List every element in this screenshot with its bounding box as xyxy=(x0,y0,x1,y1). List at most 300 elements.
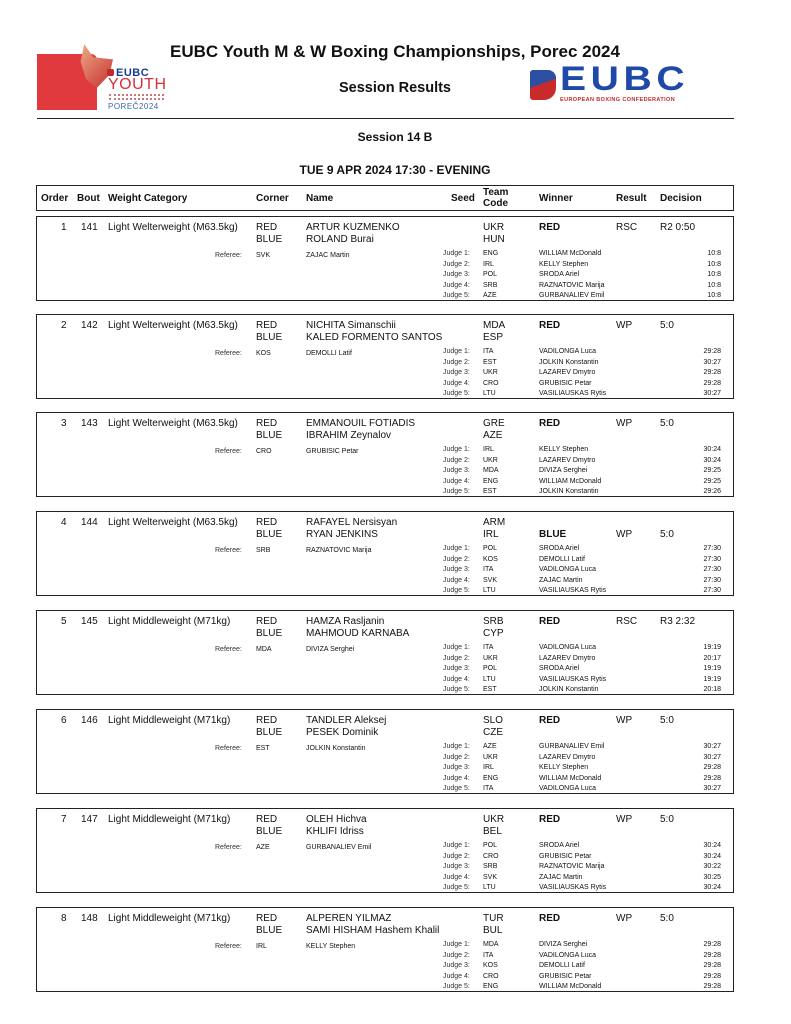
judge-row xyxy=(37,952,733,962)
judge-label: Judge 1: xyxy=(443,644,470,651)
judge-row xyxy=(37,488,733,498)
referee-name: KELLY Stephen xyxy=(306,943,356,950)
judge-row xyxy=(37,785,733,795)
judge-row xyxy=(37,743,733,753)
judge-country: LTU xyxy=(483,587,496,594)
judge-label: Judge 2: xyxy=(443,260,470,268)
col-team-code: Team Code xyxy=(483,187,509,209)
result: RSC xyxy=(616,222,638,233)
judge-row xyxy=(37,271,733,281)
weight-category: Light Welterweight (M63.5kg) xyxy=(108,418,238,429)
blue-boxer-name: KALED FORMENTO SANTOS xyxy=(306,332,443,343)
judge-row xyxy=(37,292,733,302)
judge-score: 30:25 xyxy=(703,873,721,881)
judge-name: ZAJAC Martin xyxy=(539,873,583,881)
bout-order: 2 xyxy=(61,320,67,331)
boxing-glove-icon xyxy=(530,70,556,100)
result: WP xyxy=(616,529,633,540)
judge-country: EST xyxy=(483,488,497,495)
blue-team-code: BUL xyxy=(483,925,503,936)
winner: RED xyxy=(539,418,561,429)
judge-label: Judge 3: xyxy=(443,863,470,870)
bout-number: 145 xyxy=(81,616,98,627)
judge-score: 30:27 xyxy=(703,390,721,397)
judge-label: Judge 4: xyxy=(443,281,470,289)
bout-row xyxy=(36,216,734,301)
logo-eubc-text: EUBC xyxy=(107,67,149,79)
judge-label: Judge 5: xyxy=(443,686,470,693)
blue-team-code: HUN xyxy=(483,234,505,245)
judge-name: LAZAREV Dmytro xyxy=(539,456,596,464)
bout-order: 5 xyxy=(61,616,67,627)
judge-score: 29:26 xyxy=(703,488,721,495)
bout-row xyxy=(36,511,734,596)
judge-row xyxy=(37,478,733,488)
blue-boxer-name: ROLAND Burai xyxy=(306,234,374,245)
judge-country: ITA xyxy=(483,951,494,959)
judge-score: 29:28 xyxy=(703,941,721,948)
judge-row xyxy=(37,545,733,555)
corner-blue: BLUE xyxy=(256,332,283,343)
red-team-code: TUR xyxy=(483,913,504,924)
referee-country: CRO xyxy=(256,448,272,455)
judge-row xyxy=(37,390,733,400)
judge-country: UKR xyxy=(483,753,498,761)
judge-row xyxy=(37,556,733,566)
judge-label: Judge 3: xyxy=(443,962,470,969)
judge-score: 10:8 xyxy=(707,281,721,289)
judge-score: 30:24 xyxy=(703,852,721,860)
judge-score: 30:27 xyxy=(703,358,721,366)
judge-label: Judge 3: xyxy=(443,369,470,376)
judge-score: 29:28 xyxy=(703,962,721,969)
judge-country: ITA xyxy=(483,644,494,651)
weight-category: Light Middleweight (M71kg) xyxy=(108,715,231,726)
judge-score: 27:30 xyxy=(703,545,721,552)
judge-country: LTU xyxy=(483,390,496,397)
bout-number: 143 xyxy=(81,418,98,429)
judge-label: Judge 2: xyxy=(443,654,470,662)
winner: RED xyxy=(539,715,561,726)
referee-name: JOLKIN Konstantin xyxy=(306,745,366,752)
judge-country: LTU xyxy=(483,884,496,891)
judge-score: 20:18 xyxy=(703,686,721,693)
judge-name: ZAJAC Martin xyxy=(539,576,583,584)
judge-name: WILLIAM McDonald xyxy=(539,477,602,485)
judge-name: VASILIAUSKAS Rytis xyxy=(539,884,607,891)
judge-name: KELLY Stephen xyxy=(539,764,589,771)
corner-red: RED xyxy=(256,320,278,331)
judge-row xyxy=(37,359,733,369)
referee-label: Referee: xyxy=(215,547,242,554)
referee-country: IRL xyxy=(256,943,267,950)
bout-number: 142 xyxy=(81,320,98,331)
red-boxer-name: OLEH Hichva xyxy=(306,814,367,825)
judge-country: UKR xyxy=(483,369,498,376)
weight-category: Light Middleweight (M71kg) xyxy=(108,913,231,924)
judge-country: ENG xyxy=(483,983,499,990)
judge-score: 10:8 xyxy=(707,271,721,278)
winner: RED xyxy=(539,616,561,627)
referee-label: Referee: xyxy=(215,844,242,851)
judge-row xyxy=(37,764,733,774)
judge-score: 30:24 xyxy=(703,884,721,891)
winner: RED xyxy=(539,222,561,233)
blue-team-code: ESP xyxy=(483,332,504,343)
judge-score: 29:28 xyxy=(703,983,721,990)
referee-country: EST xyxy=(256,745,270,752)
corner-blue: BLUE xyxy=(256,430,283,441)
judge-row xyxy=(37,941,733,951)
referee-label: Referee: xyxy=(215,745,242,752)
judge-country: POL xyxy=(483,842,498,849)
judge-score: 19:19 xyxy=(703,665,721,672)
judge-label: Judge 4: xyxy=(443,576,470,584)
red-team-code: UKR xyxy=(483,814,505,825)
judge-row xyxy=(37,754,733,764)
judge-country: SVK xyxy=(483,576,498,584)
judge-row xyxy=(37,587,733,597)
red-boxer-name: HAMZA Rasljanin xyxy=(306,616,385,627)
blue-team-code: IRL xyxy=(483,529,499,540)
corner-blue: BLUE xyxy=(256,925,283,936)
judge-label: Judge 5: xyxy=(443,884,470,891)
referee-name: GRUBISIC Petar xyxy=(306,448,359,455)
judge-country: SVK xyxy=(483,873,498,881)
judge-name: SRODA Ariel xyxy=(539,842,580,849)
result: RSC xyxy=(616,616,638,627)
judge-label: Judge 5: xyxy=(443,983,470,990)
referee-name: RAZNATOVIC Marija xyxy=(306,547,372,554)
judge-label: Judge 1: xyxy=(443,842,470,849)
judge-country: IRL xyxy=(483,446,494,453)
judge-country: POL xyxy=(483,545,498,552)
judge-score: 27:30 xyxy=(703,576,721,584)
bout-order: 1 xyxy=(61,222,67,233)
corner-red: RED xyxy=(256,913,278,924)
judge-row xyxy=(37,842,733,852)
weight-category: Light Middleweight (M71kg) xyxy=(108,616,231,627)
judge-row xyxy=(37,874,733,884)
eubc-wordmark: EUBC xyxy=(560,60,690,98)
col-corner: Corner xyxy=(256,193,289,204)
judge-row xyxy=(37,644,733,654)
judge-label: Judge 2: xyxy=(443,852,470,860)
weight-category: Light Welterweight (M63.5kg) xyxy=(108,222,238,233)
judge-row xyxy=(37,863,733,873)
judge-score: 29:28 xyxy=(703,348,721,355)
corner-blue: BLUE xyxy=(256,529,283,540)
col-order: Order xyxy=(41,193,69,204)
judge-row xyxy=(37,655,733,665)
blue-boxer-name: SAMI HISHAM Hashem Khalil xyxy=(306,925,440,936)
decision: 5:0 xyxy=(660,814,674,825)
judge-country: IRL xyxy=(483,260,494,268)
judge-label: Judge 2: xyxy=(443,456,470,464)
corner-red: RED xyxy=(256,715,278,726)
judge-country: POL xyxy=(483,271,498,278)
judge-score: 29:28 xyxy=(703,972,721,980)
result: WP xyxy=(616,913,633,924)
judge-country: SRB xyxy=(483,281,498,289)
winner: BLUE xyxy=(539,529,567,540)
judge-label: Judge 4: xyxy=(443,379,470,387)
blue-team-code: AZE xyxy=(483,430,503,441)
judge-country: UKR xyxy=(483,654,498,662)
judge-label: Judge 4: xyxy=(443,873,470,881)
corner-red: RED xyxy=(256,616,278,627)
bout-row xyxy=(36,709,734,794)
judge-country: ENG xyxy=(483,774,499,782)
judge-label: Judge 3: xyxy=(443,764,470,771)
blue-team-code: CYP xyxy=(483,628,504,639)
bout-row xyxy=(36,412,734,497)
decision: 5:0 xyxy=(660,418,674,429)
red-team-code: SRB xyxy=(483,616,504,627)
judge-row xyxy=(37,282,733,292)
judge-country: ITA xyxy=(483,785,494,792)
judge-country: MDA xyxy=(483,941,499,948)
judge-name: DIVIZA Serghei xyxy=(539,467,588,474)
judge-row xyxy=(37,973,733,983)
judge-score: 30:24 xyxy=(703,456,721,464)
judge-score: 10:8 xyxy=(707,292,721,299)
judge-label: Judge 5: xyxy=(443,390,470,397)
referee-label: Referee: xyxy=(215,252,242,259)
judge-country: EST xyxy=(483,686,497,693)
bout-number: 147 xyxy=(81,814,98,825)
judge-label: Judge 5: xyxy=(443,292,470,299)
bout-order: 7 xyxy=(61,814,67,825)
session-datetime: TUE 9 APR 2024 17:30 - EVENING xyxy=(299,163,491,177)
judge-country: CRO xyxy=(483,852,499,860)
logo-youth-text: YOUTH xyxy=(108,76,167,93)
judge-row xyxy=(37,467,733,477)
judge-score: 29:28 xyxy=(703,774,721,782)
judge-name: KELLY Stephen xyxy=(539,446,589,453)
judge-label: Judge 2: xyxy=(443,555,470,563)
page-title: EUBC Youth M & W Boxing Championships, Porec 2024 xyxy=(170,42,620,61)
judge-row xyxy=(37,577,733,587)
referee-country: KOS xyxy=(256,350,271,357)
col-decision: Decision xyxy=(660,193,702,204)
decision: 5:0 xyxy=(660,529,674,540)
referee-country: SVK xyxy=(256,252,271,259)
judge-row xyxy=(37,566,733,576)
col-seed: Seed xyxy=(451,193,475,204)
corner-red: RED xyxy=(256,517,278,528)
judge-name: VADILONGA Luca xyxy=(539,644,597,651)
judge-row xyxy=(37,457,733,467)
blue-boxer-name: PESEK Dominik xyxy=(306,727,379,738)
red-team-code: GRE xyxy=(483,418,505,429)
judge-row xyxy=(37,665,733,675)
judge-name: GRUBISIC Petar xyxy=(539,972,592,980)
judge-country: AZE xyxy=(483,743,497,750)
bout-number: 141 xyxy=(81,222,98,233)
bout-row xyxy=(36,907,734,992)
judge-label: Judge 3: xyxy=(443,566,470,573)
eubc-tagline: EUROPEAN BOXING CONFEDERATION xyxy=(560,97,676,103)
judge-score: 27:30 xyxy=(703,566,721,573)
judge-name: GURBANALIEV Emil xyxy=(539,292,605,299)
referee-label: Referee: xyxy=(215,646,242,653)
col-result: Result xyxy=(616,193,647,204)
decision: 5:0 xyxy=(660,320,674,331)
judge-name: LAZAREV Dmytro xyxy=(539,753,596,761)
judge-row xyxy=(37,446,733,456)
judge-name: SRODA Ariel xyxy=(539,545,580,552)
result: WP xyxy=(616,715,633,726)
session-title: Session 14 B xyxy=(357,130,433,144)
corner-blue: BLUE xyxy=(256,826,283,837)
judge-label: Judge 1: xyxy=(443,250,470,257)
logo-fineprint xyxy=(109,94,164,100)
judge-row xyxy=(37,884,733,894)
judge-score: 30:24 xyxy=(703,842,721,849)
judge-label: Judge 3: xyxy=(443,467,470,474)
judge-name: SRODA Ariel xyxy=(539,271,580,278)
judge-label: Judge 5: xyxy=(443,587,470,594)
result: WP xyxy=(616,814,633,825)
judge-score: 19:19 xyxy=(703,675,721,683)
judge-row xyxy=(37,676,733,686)
result: WP xyxy=(616,320,633,331)
corner-blue: BLUE xyxy=(256,727,283,738)
logo-porec-text: POREČ2024 xyxy=(108,102,159,111)
judge-name: VASILIAUSKAS Rytis xyxy=(539,390,607,397)
judge-country: EST xyxy=(483,358,497,366)
judge-name: SRODA Ariel xyxy=(539,665,580,672)
blue-boxer-name: KHLIFI Idriss xyxy=(306,826,364,837)
judge-row xyxy=(37,686,733,696)
header-divider xyxy=(37,118,734,119)
judge-name: JOLKIN Konstantin xyxy=(539,358,599,366)
judge-label: Judge 1: xyxy=(443,446,470,453)
judge-name: LAZAREV Dmytro xyxy=(539,654,596,662)
referee-label: Referee: xyxy=(215,350,242,357)
judge-label: Judge 1: xyxy=(443,941,470,948)
col-winner: Winner xyxy=(539,193,573,204)
judge-row xyxy=(37,348,733,358)
decision: 5:0 xyxy=(660,715,674,726)
weight-category: Light Middleweight (M71kg) xyxy=(108,814,231,825)
judge-country: AZE xyxy=(483,292,497,299)
judge-score: 19:19 xyxy=(703,644,721,651)
decision: R2 0:50 xyxy=(660,222,696,233)
judge-country: IRL xyxy=(483,764,494,771)
blue-team-code: BEL xyxy=(483,826,502,837)
judge-row xyxy=(37,962,733,972)
red-boxer-name: ALPEREN YILMAZ xyxy=(306,913,392,924)
judge-label: Judge 2: xyxy=(443,358,470,366)
referee-name: GURBANALIEV Emil xyxy=(306,844,372,851)
corner-red: RED xyxy=(256,222,278,233)
bout-order: 6 xyxy=(61,715,67,726)
judge-country: ENG xyxy=(483,250,499,257)
blue-team-code: CZE xyxy=(483,727,503,738)
judge-score: 10:8 xyxy=(707,260,721,268)
judge-label: Judge 2: xyxy=(443,951,470,959)
red-boxer-name: RAFAYEL Nersisyan xyxy=(306,517,398,528)
result: WP xyxy=(616,418,633,429)
judge-name: GRUBISIC Petar xyxy=(539,379,592,387)
judge-label: Judge 4: xyxy=(443,774,470,782)
judge-label: Judge 3: xyxy=(443,271,470,278)
judge-score: 29:28 xyxy=(703,764,721,771)
judge-label: Judge 3: xyxy=(443,665,470,672)
judge-country: CRO xyxy=(483,379,499,387)
judge-country: ENG xyxy=(483,477,499,485)
judge-label: Judge 1: xyxy=(443,545,470,552)
judge-label: Judge 4: xyxy=(443,477,470,485)
decision: R3 2:32 xyxy=(660,616,696,627)
judge-label: Judge 4: xyxy=(443,972,470,980)
judge-row xyxy=(37,261,733,271)
referee-country: SRB xyxy=(256,547,271,554)
referee-country: MDA xyxy=(256,646,272,653)
red-team-code: MDA xyxy=(483,320,506,331)
referee-label: Referee: xyxy=(215,943,242,950)
judge-label: Judge 5: xyxy=(443,488,470,495)
judge-label: Judge 5: xyxy=(443,785,470,792)
referee-country: AZE xyxy=(256,844,270,851)
col-name: Name xyxy=(306,193,334,204)
red-boxer-name: NICHITA Simanschii xyxy=(306,320,396,331)
judge-label: Judge 4: xyxy=(443,675,470,683)
referee-name: ZAJAC Martin xyxy=(306,252,350,259)
blue-boxer-name: RYAN JENKINS xyxy=(306,529,378,540)
judge-row xyxy=(37,983,733,993)
judge-name: RAZNATOVIC Marija xyxy=(539,281,605,289)
winner: RED xyxy=(539,814,561,825)
winner: RED xyxy=(539,913,561,924)
judge-score: 29:28 xyxy=(703,369,721,376)
judge-label: Judge 2: xyxy=(443,753,470,761)
col-weight: Weight Category xyxy=(108,193,188,204)
judge-score: 30:27 xyxy=(703,785,721,792)
judge-score: 29:28 xyxy=(703,379,721,387)
judge-country: ITA xyxy=(483,566,494,573)
referee-name: DEMOLLI Latif xyxy=(306,350,352,357)
judge-country: LTU xyxy=(483,675,496,683)
judge-country: MDA xyxy=(483,467,499,474)
judge-name: VADILONGA Luca xyxy=(539,951,597,959)
judge-label: Judge 1: xyxy=(443,743,470,750)
referee-name: DIVIZA Serghei xyxy=(306,646,355,653)
judge-name: VADILONGA Luca xyxy=(539,566,597,573)
corner-red: RED xyxy=(256,814,278,825)
red-team-code: SLO xyxy=(483,715,504,726)
winner: RED xyxy=(539,320,561,331)
bout-row xyxy=(36,808,734,893)
judge-score: 10:8 xyxy=(707,250,721,257)
judge-name: WILLIAM McDonald xyxy=(539,250,602,257)
bout-row xyxy=(36,610,734,695)
blue-boxer-name: MAHMOUD KARNABA xyxy=(306,628,410,639)
judge-row xyxy=(37,250,733,260)
judge-country: POL xyxy=(483,665,498,672)
judge-country: CRO xyxy=(483,972,499,980)
page-header xyxy=(0,0,791,120)
judge-country: SRB xyxy=(483,863,498,870)
corner-red: RED xyxy=(256,418,278,429)
judge-score: 30:27 xyxy=(703,753,721,761)
judge-name: LAZAREV Dmytro xyxy=(539,369,596,376)
judge-name: DEMOLLI Latif xyxy=(539,962,585,969)
judge-score: 30:24 xyxy=(703,446,721,453)
bout-order: 3 xyxy=(61,418,67,429)
